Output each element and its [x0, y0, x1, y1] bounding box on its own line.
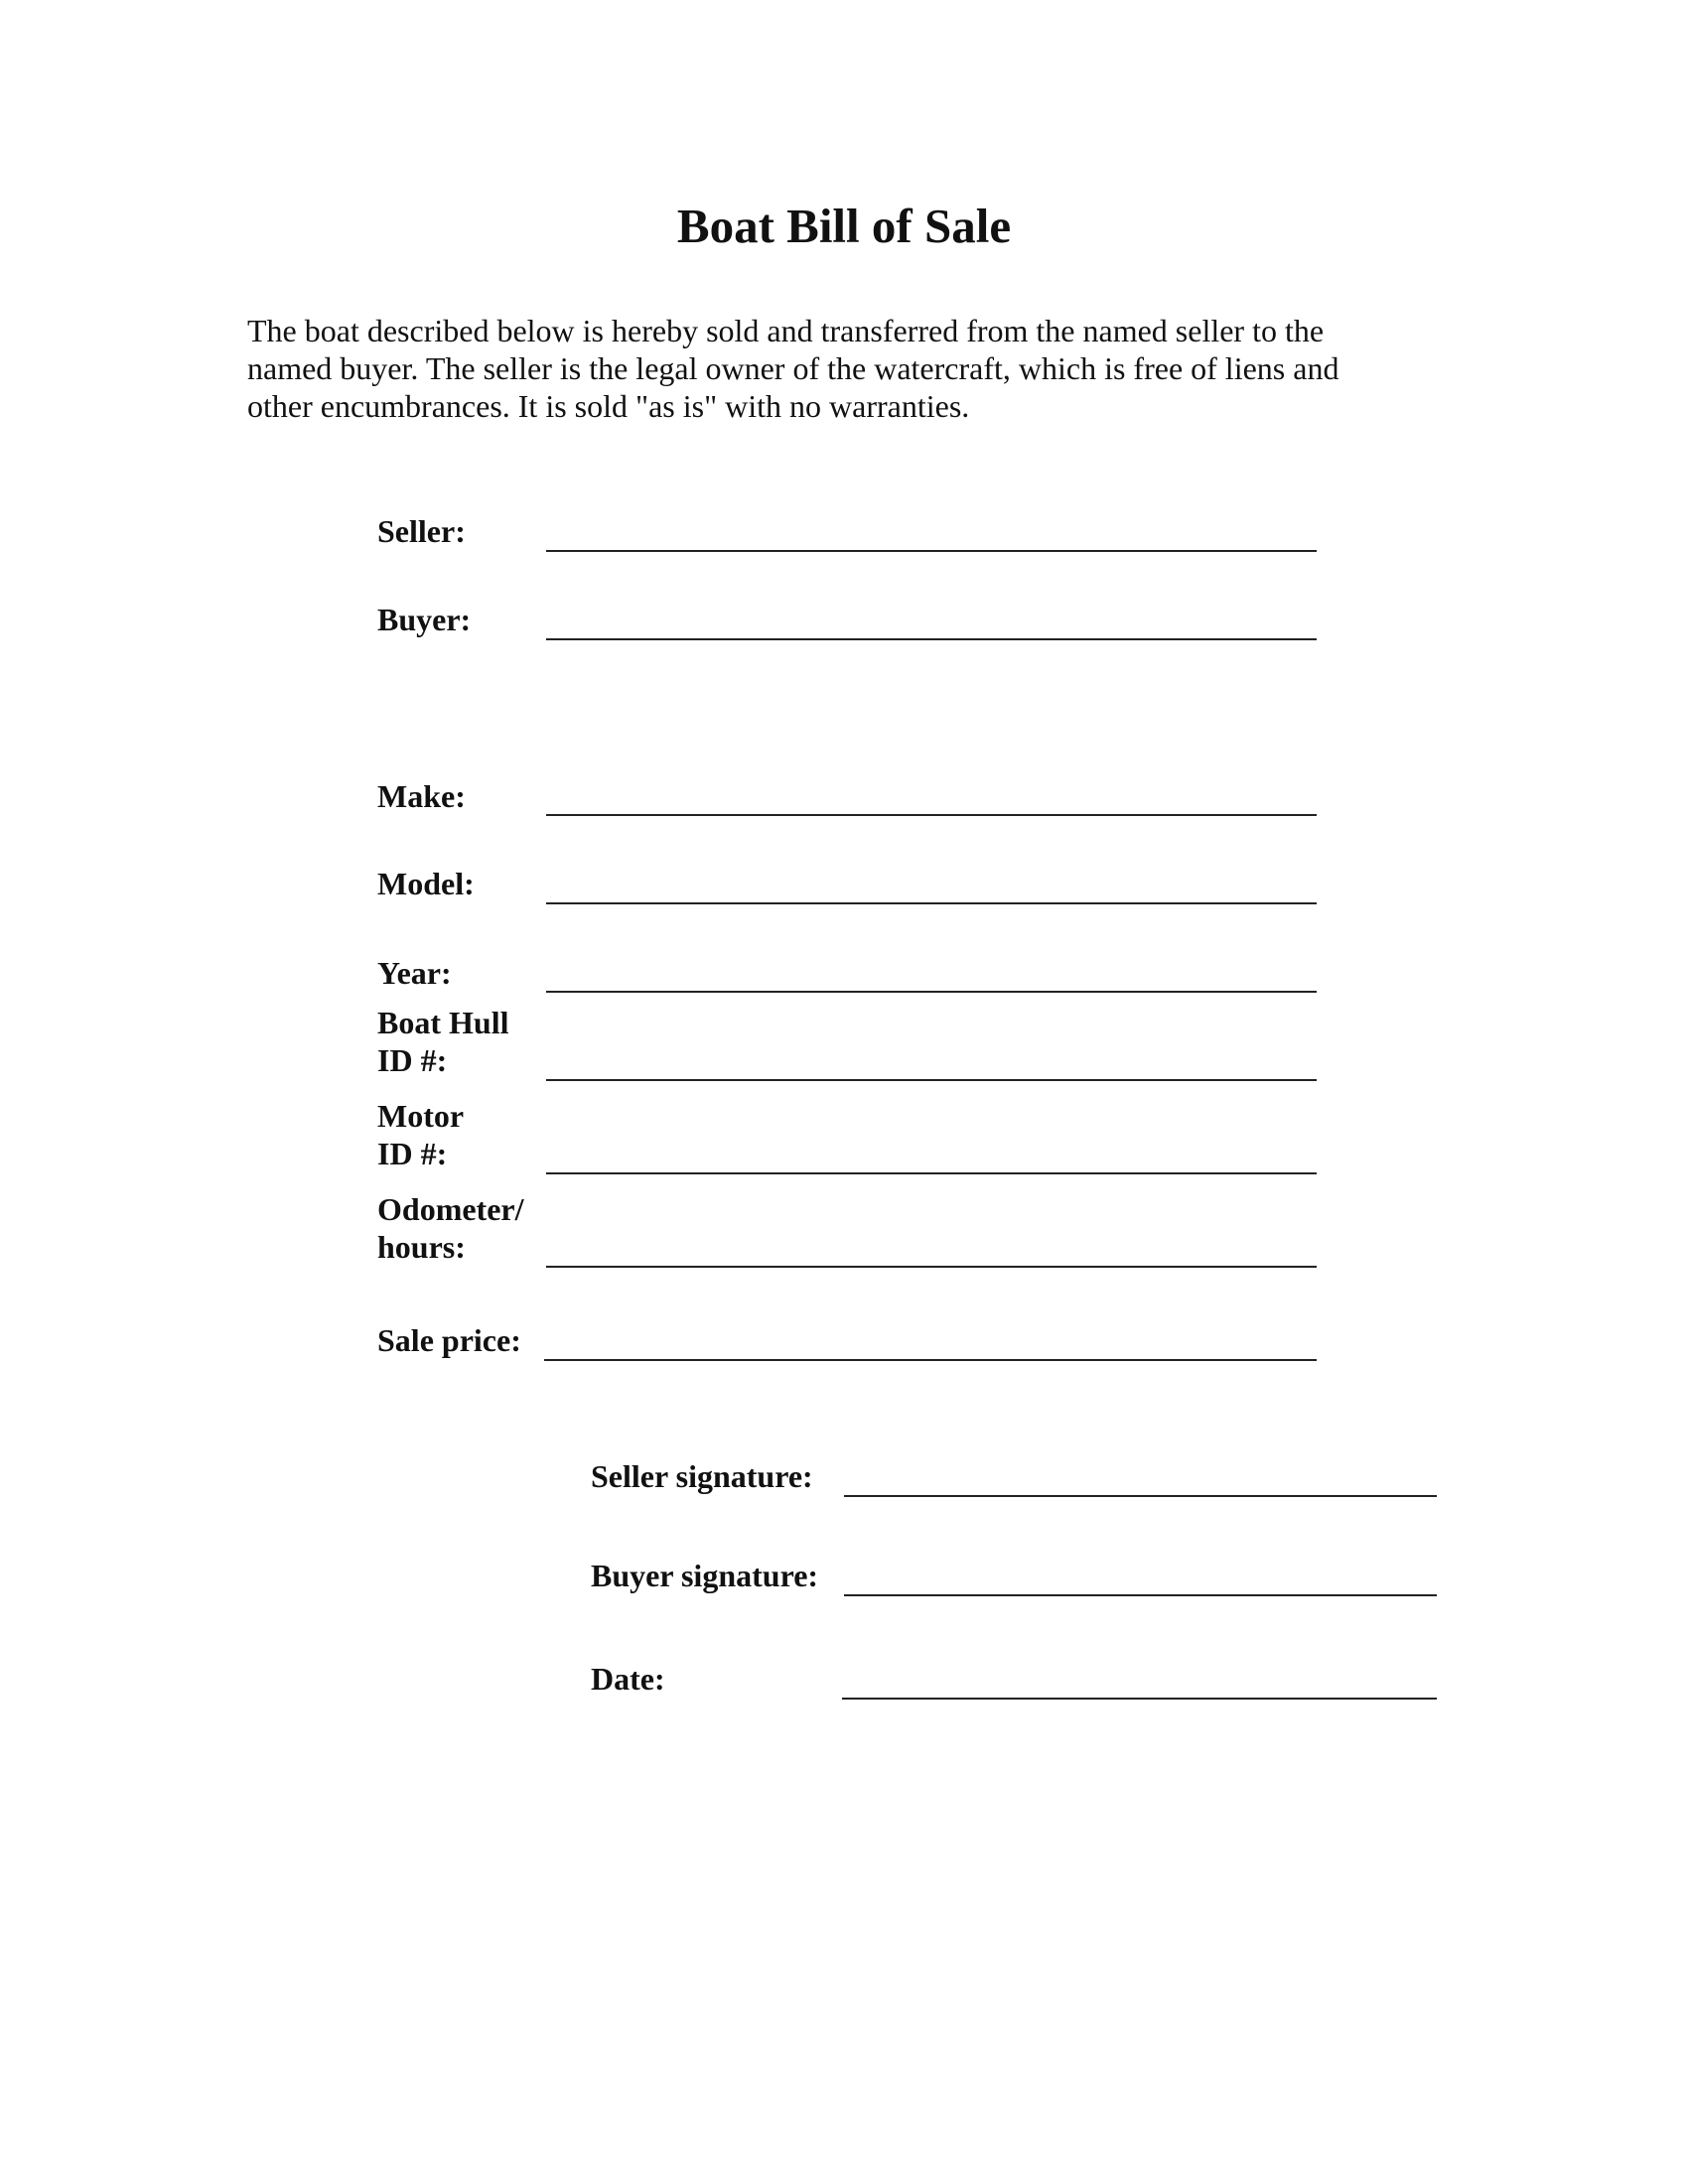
- hull-id-label-line1: Boat Hull: [377, 1005, 509, 1040]
- motor-id-label-line2: ID #:: [377, 1136, 448, 1171]
- date-field[interactable]: [842, 1698, 1437, 1700]
- make-field[interactable]: [546, 814, 1317, 816]
- intro-line: named buyer. The seller is the legal owner of the watercraft, which is free of liens and: [247, 350, 1339, 386]
- document-title: Boat Bill of Sale: [676, 199, 1012, 253]
- odometer-field[interactable]: [546, 1266, 1317, 1268]
- buyer-signature-label: Buyer signature:: [591, 1558, 819, 1593]
- seller-label: Seller:: [377, 513, 466, 549]
- motor-id-field[interactable]: [546, 1172, 1317, 1174]
- year-field[interactable]: [546, 991, 1317, 993]
- seller-signature-field[interactable]: [844, 1495, 1437, 1497]
- sale-price-field[interactable]: [544, 1359, 1317, 1361]
- intro-line: The boat described below is hereby sold and transferred from the named seller to the: [247, 313, 1325, 348]
- model-field[interactable]: [546, 902, 1317, 904]
- year-label: Year:: [377, 955, 452, 991]
- odometer-label-line1: Odometer/: [377, 1191, 524, 1227]
- hull-id-label-line2: ID #:: [377, 1042, 448, 1078]
- model-label: Model:: [377, 866, 475, 901]
- date-label: Date:: [591, 1661, 665, 1697]
- hull-id-field[interactable]: [546, 1079, 1317, 1081]
- motor-id-label-line1: Motor: [377, 1098, 465, 1134]
- seller-field[interactable]: [546, 550, 1317, 552]
- buyer-field[interactable]: [546, 638, 1317, 640]
- buyer-label: Buyer:: [377, 602, 472, 637]
- intro-line: other encumbrances. It is sold "as is" with no warranties.: [247, 388, 970, 424]
- intro-paragraph: [247, 312, 1459, 425]
- odometer-label-line2: hours:: [377, 1229, 466, 1265]
- seller-signature-label: Seller signature:: [591, 1458, 813, 1494]
- sale-price-label: Sale price:: [377, 1322, 521, 1358]
- make-label: Make:: [377, 778, 466, 814]
- buyer-signature-field[interactable]: [844, 1594, 1437, 1596]
